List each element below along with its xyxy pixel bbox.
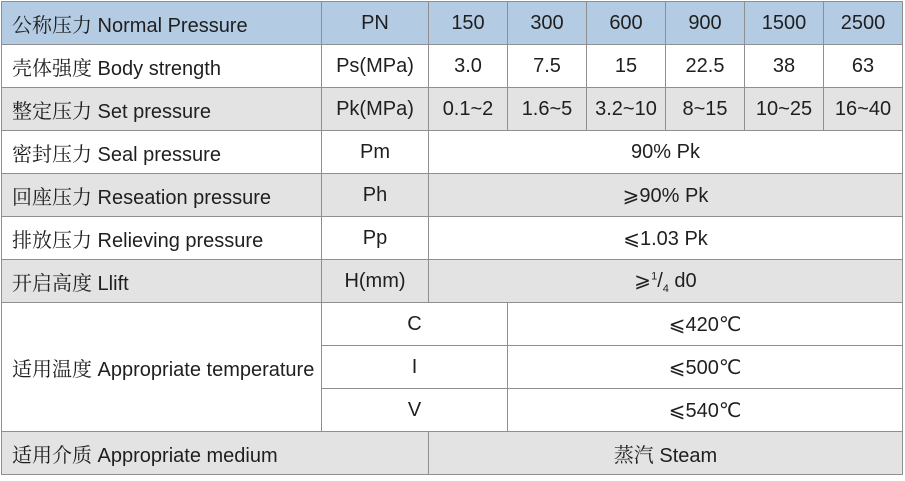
lift-prefix: ⩾: [634, 269, 652, 292]
lift-numerator: 1: [651, 269, 658, 282]
lift-height-row: [2, 260, 903, 303]
pn-value: 1500: [745, 2, 824, 45]
temperature-value: ⩽500℃: [508, 346, 903, 389]
body-strength-value: 3.0: [429, 45, 508, 88]
body-strength-value: 7.5: [508, 45, 587, 88]
set-pressure-value: 8~15: [666, 88, 745, 131]
temperature-grade: V: [322, 389, 508, 432]
medium-value: 蒸汽 Steam: [429, 432, 903, 475]
header-row: [2, 2, 903, 45]
set-pressure-symbol: Pk(MPa): [322, 88, 429, 131]
header-label: 公称压力 Normal Pressure: [2, 2, 322, 45]
temperature-row-c: [2, 303, 903, 346]
relieving-pressure-row: [2, 217, 903, 260]
body-strength-value: 15: [587, 45, 666, 88]
seal-pressure-label: 密封压力 Seal pressure: [2, 131, 322, 174]
set-pressure-value: 1.6~5: [508, 88, 587, 131]
medium-row: [2, 432, 903, 475]
header-symbol: PN: [322, 2, 429, 45]
pn-value: 900: [666, 2, 745, 45]
body-strength-label: 壳体强度 Body strength: [2, 45, 322, 88]
set-pressure-value: 0.1~2: [429, 88, 508, 131]
lift-height-value: [429, 260, 903, 303]
set-pressure-value: 16~40: [824, 88, 903, 131]
temperature-grade: C: [322, 303, 508, 346]
relieving-pressure-label: 排放压力 Relieving pressure: [2, 217, 322, 260]
reseation-pressure-row: [2, 174, 903, 217]
temperature-label: 适用温度 Appropriate temperature: [2, 303, 322, 432]
reseation-pressure-value: ⩾90% Pk: [429, 174, 903, 217]
pn-value: 2500: [824, 2, 903, 45]
lift-suffix: d0: [668, 269, 697, 292]
body-strength-value: 38: [745, 45, 824, 88]
body-strength-value: 22.5: [666, 45, 745, 88]
seal-pressure-row: [2, 131, 903, 174]
medium-label: 适用介质 Appropriate medium: [2, 432, 429, 475]
set-pressure-row: [2, 88, 903, 131]
pn-value: 300: [508, 2, 587, 45]
pn-value: 150: [429, 2, 508, 45]
body-strength-value: 63: [824, 45, 903, 88]
lift-denominator: 4: [662, 282, 669, 295]
seal-pressure-symbol: Pm: [322, 131, 429, 174]
reseation-pressure-label: 回座压力 Reseation pressure: [2, 174, 322, 217]
temperature-grade: I: [322, 346, 508, 389]
lift-height-label: 开启高度 Llift: [2, 260, 322, 303]
pn-value: 600: [587, 2, 666, 45]
temperature-value: ⩽420℃: [508, 303, 903, 346]
set-pressure-value: 3.2~10: [587, 88, 666, 131]
lift-slash: /: [657, 269, 663, 292]
temperature-value: ⩽540℃: [508, 389, 903, 432]
set-pressure-value: 10~25: [745, 88, 824, 131]
spec-table: [1, 1, 903, 475]
lift-height-symbol: H(mm): [322, 260, 429, 303]
reseation-pressure-symbol: Ph: [322, 174, 429, 217]
relieving-pressure-value: ⩽1.03 Pk: [429, 217, 903, 260]
set-pressure-label: 整定压力 Set pressure: [2, 88, 322, 131]
body-strength-symbol: Ps(MPa): [322, 45, 429, 88]
body-strength-row: [2, 45, 903, 88]
relieving-pressure-symbol: Pp: [322, 217, 429, 260]
seal-pressure-value: 90% Pk: [429, 131, 903, 174]
